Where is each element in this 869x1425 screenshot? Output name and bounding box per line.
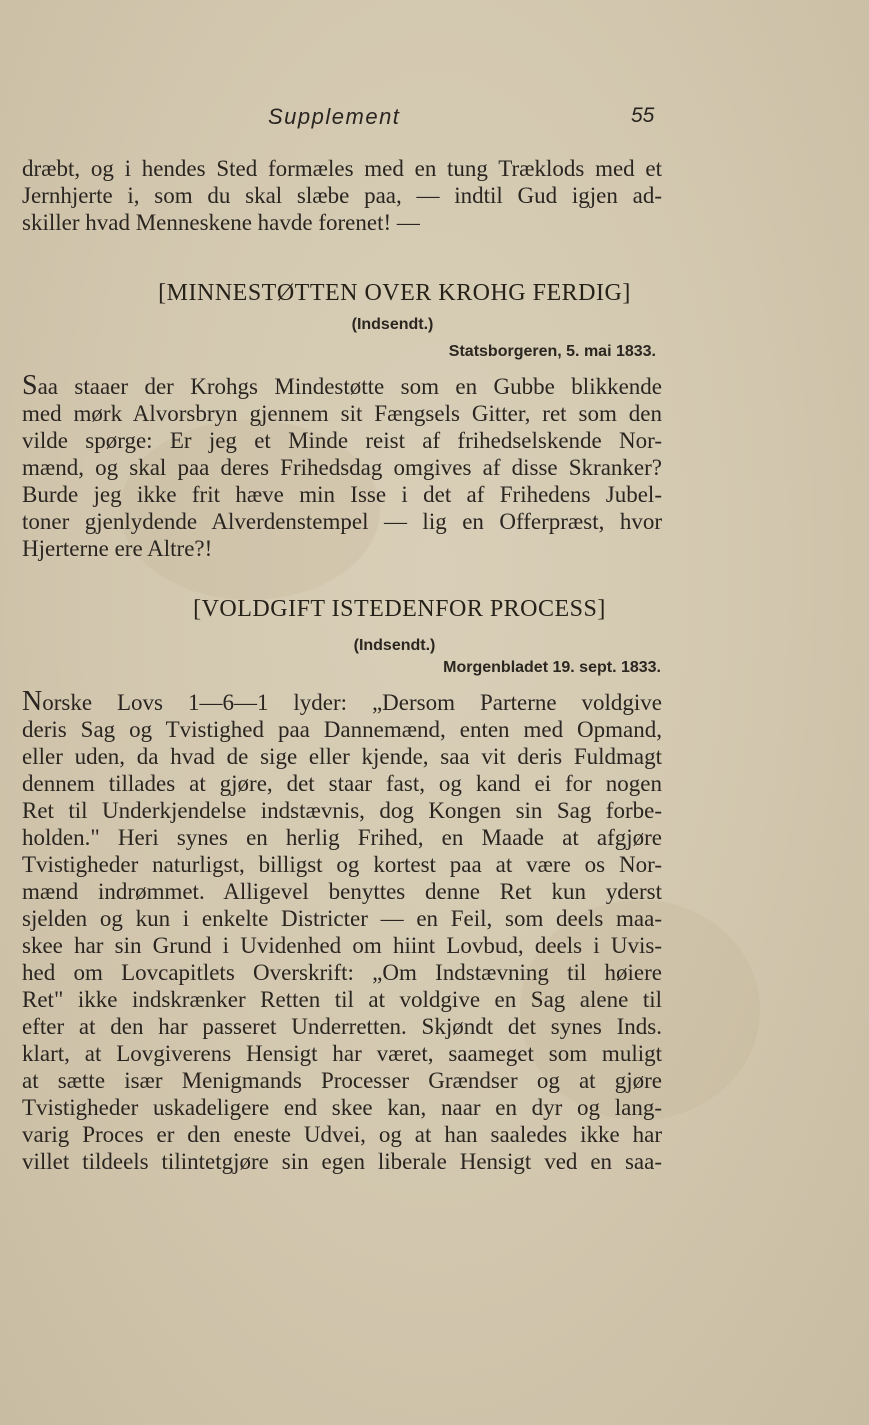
section-body — [22, 688, 662, 1175]
text-line: hed om Lovcapitlets Overskrift: „Om Indstævning til høiere — [22, 960, 662, 985]
section-source: Morgenbladet 19. sept. 1833. — [443, 659, 661, 676]
text-line: Tvistigheder uskadeligere end skee kan, naar en dyr og lang- — [22, 1095, 662, 1120]
text-line: Ret til Underkjendelse indstævnis, dog Kongen sin Sag forbe- — [22, 798, 662, 823]
text-line: mænd indrømmet. Alligevel benyttes denne Ret kun yderst — [22, 879, 662, 904]
text-line: deris Sag og Tvistighed paa Dannemænd, enten med Opmand, — [22, 717, 662, 742]
text-line — [22, 372, 662, 400]
text-line: vilde spørge: Er jeg et Minde reist af frihedselskende Nor- — [22, 428, 662, 453]
text-line: dennem tillades at gjøre, det staar fast, og kand ei for nogen — [22, 771, 662, 796]
text-line: mænd, og skal paa deres Frihedsdag omgives af disse Skranker? — [22, 455, 662, 480]
text-line: varig Proces er den eneste Udvei, og at han saaledes ikke har — [22, 1122, 662, 1147]
text-line: sjelden og kun i enkelte Districter — en Feil, som deels maa- — [22, 906, 662, 931]
section-note: (Indsendt.) — [351, 316, 434, 333]
text-line: toner gjenlydende Alverdenstempel — lig en Offerpræst, hvor — [22, 509, 662, 534]
text-line — [22, 688, 662, 716]
text-line-content: aa staaer der Krohgs Mindestøtte som en Gubbe blikkende — [37, 374, 662, 399]
text-line: Burde jeg ikke frit hæve min Isse i det af Frihedens Jubel- — [22, 482, 662, 507]
section-heading: [VOLDGIFT ISTEDENFOR PROCESS] — [193, 596, 606, 622]
text-line: skiller hvad Menneskene havde forenet! — — [22, 210, 420, 235]
opening-paragraph — [22, 155, 662, 236]
text-line: dræbt, og i hendes Sted formæles med en tung Træklods med et — [22, 156, 662, 181]
section-source: Statsborgeren, 5. mai 1833. — [448, 343, 656, 360]
text-line: holden." Heri synes en herlig Frihed, en Maade at afgjøre — [22, 825, 662, 850]
running-head — [0, 104, 869, 136]
text-line: Tvistigheder naturligst, billigst og kortest paa at være os Nor- — [22, 852, 662, 877]
section-body — [22, 372, 662, 562]
text-line: Ret" ikke indskrænker Retten til at voldgive en Sag alene til — [22, 987, 662, 1012]
text-line: klart, at Lovgiverens Hensigt har været, saameget som muligt — [22, 1041, 662, 1066]
text-line: Jernhjerte i, som du skal slæbe paa, — indtil Gud igjen ad- — [22, 183, 662, 208]
text-line: at sætte især Menigmands Processer Grændser og at gjøre — [22, 1068, 662, 1093]
text-line: skee har sin Grund i Uvidenhed om hiint Lovbud, deels i Uvis- — [22, 933, 662, 958]
text-line: eller uden, da hvad de sige eller kjende, saa vit deris Fuldmagt — [22, 744, 662, 769]
text-line: Hjerterne ere Altre?! — [22, 536, 213, 561]
dropcap: S — [22, 370, 38, 401]
text-line-content: orske Lovs 1—6—1 lyder: „Dersom Parterne voldgive — [42, 690, 662, 715]
section-heading: [MINNESTØTTEN OVER KROHG FERDIG] — [158, 280, 631, 306]
section-note: (Indsendt.) — [353, 637, 436, 654]
text-line: med mørk Alvorsbryn gjennem sit Fængsels Gitter, ret som den — [22, 401, 662, 426]
dropcap: N — [22, 686, 43, 717]
text-line: villet tildeels tilintetgjøre sin egen liberale Hensigt ved en saa- — [22, 1149, 662, 1174]
text-line: efter at den har passeret Underretten. Skjøndt det synes Inds. — [22, 1014, 662, 1039]
page-number: 55 — [631, 104, 655, 127]
running-title: Supplement — [268, 104, 401, 129]
